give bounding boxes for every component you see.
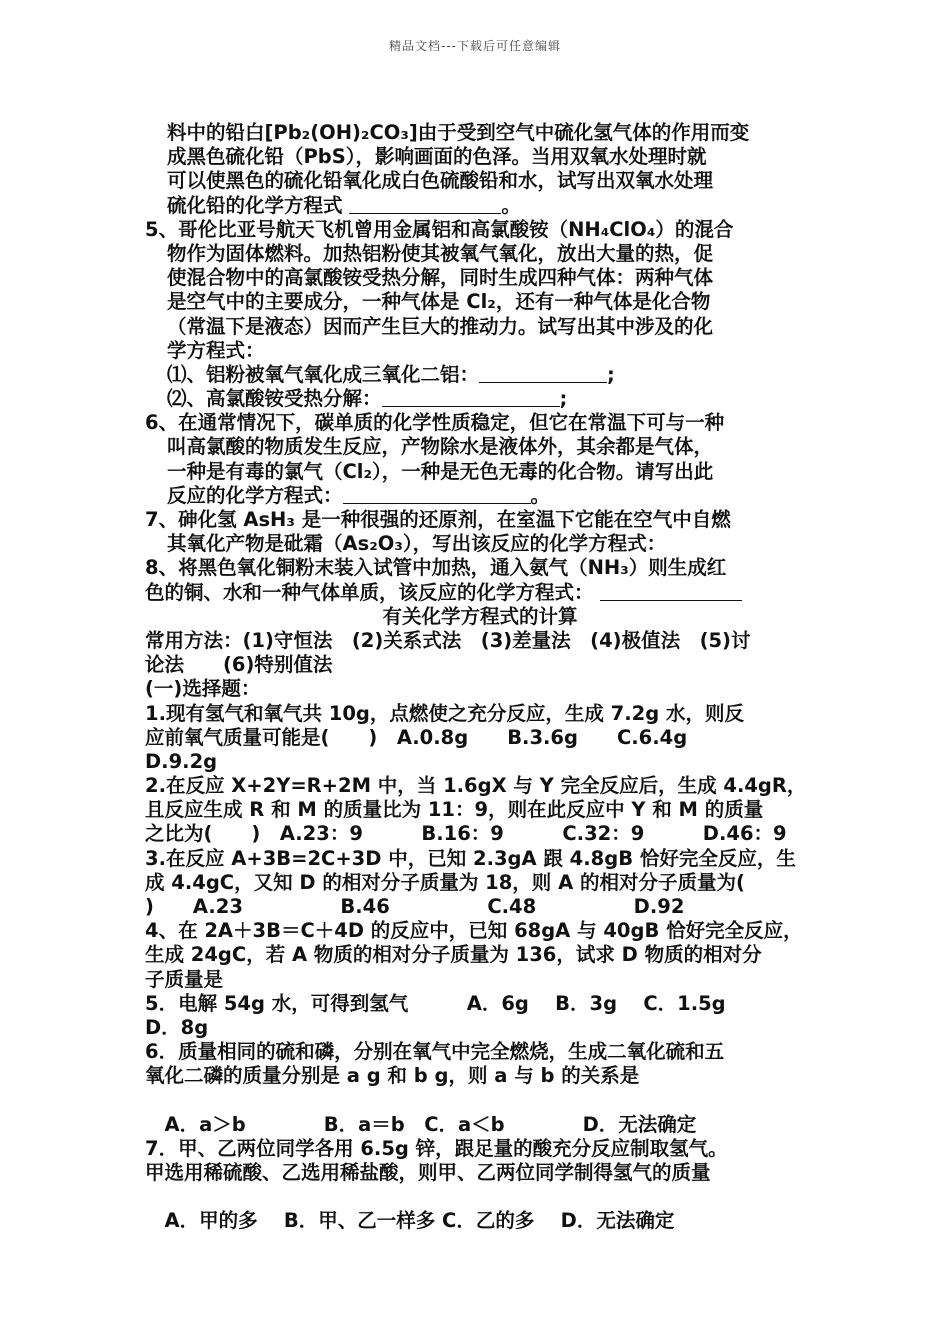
text-line: 是空气中的主要成分，一种气体是 Cl₂，还有一种气体是化合物 <box>167 290 711 314</box>
text-span: ; <box>607 362 615 386</box>
question-7: 7、砷化氢 AsH₃ 是一种很强的还原剂，在室温下它能在空气中自燃 <box>145 508 731 531</box>
mc-line: 应前氧气质量可能是( ) A.0.8g B.3.6g C.6.4g <box>145 725 688 749</box>
answer-blank[interactable] <box>343 485 531 504</box>
text-line: 物作为固体燃料。加热铝粉使其被氧气氧化，放出大量的热，促 <box>167 241 714 265</box>
text-line: 学方程式： <box>167 338 265 362</box>
document-body <box>145 121 815 1233</box>
mc-line: ) A.23 B.46 C.48 D.92 <box>145 895 685 918</box>
subsection-title: (一)选择题： <box>145 677 261 701</box>
answer-blank[interactable] <box>479 364 607 383</box>
mc-line: A．a＞b B．a＝b C．a＜b D．无法确定 <box>145 1112 697 1136</box>
text-span: ; <box>559 387 568 411</box>
mc-line: 之比为( ) A.23：9 B.16：9 C.32：9 D.46：9 <box>145 822 787 846</box>
answer-blank[interactable] <box>349 195 501 214</box>
text-line: 其氧化产物是砒霜（As₂O₃），写出该反应的化学方程式： <box>167 532 667 556</box>
methods-line: 论法 (6)特别值法 <box>145 653 333 677</box>
mc-line: 甲选用稀硫酸、乙选用稀盐酸，则甲、乙两位同学制得氢气的质量 <box>145 1160 711 1184</box>
question-5: 5、哥伦比亚号航天飞机曾用金属铝和高氯酸铵（NH₄ClO₄）的混合 <box>145 217 734 241</box>
text-line <box>145 194 815 218</box>
mc-line: 氧化二磷的质量分别是 a g 和 b g，则 a 与 b 的关系是 <box>145 1064 640 1088</box>
text-span: 反应的化学方程式： <box>167 483 343 507</box>
mc-line: A．甲的多 B．甲、乙一样多 C．乙的多 D．无法确定 <box>145 1209 675 1233</box>
methods-line: 常用方法：(1)守恒法 (2)关系式法 (3)差量法 (4)极值法 (5)讨 <box>145 628 751 652</box>
text-span: 。 <box>530 483 551 507</box>
section-title: 有关化学方程式的计算 <box>382 604 578 628</box>
text-line: 料中的铅白[Pb₂(OH)₂CO₃]由于受到空气中硫化氢气体的作用而变 <box>167 121 750 144</box>
spacer <box>145 1185 815 1209</box>
text-span: ⑴、铝粉被氧气氧化成三氧化二铝： <box>167 362 480 386</box>
text-line <box>145 484 815 508</box>
spacer <box>145 1089 815 1113</box>
text-line: 可以使黑色的硫化铅氧化成白色硫酸铅和水，试写出双氧水处理 <box>167 169 714 193</box>
text-line <box>145 363 815 387</box>
text-line <box>145 387 815 411</box>
question-6: 6、在通常情况下，碳单质的化学性质稳定，但它在常温下可与一种 <box>145 411 725 435</box>
mc-line: 生成 24gC，若 A 物质的相对分子质量为 136，试求 D 物质的相对分 <box>145 943 762 967</box>
text-line: 成黑色硫化铅（PbS），影响画面的色泽。当用双氧水处理时就 <box>167 145 707 169</box>
mc-line: 4、在 2A＋3B＝C＋4D 的反应中，已知 68gA 与 40gB 恰好完全反应， <box>145 919 803 943</box>
text-span: ⑵、高氯酸铵受热分解： <box>167 387 382 411</box>
text-span: 色的铜、水和一种气体单质，该反应的化学方程式： <box>145 580 594 604</box>
text-line: （常温下是液态）因而产生巨大的推动力。试写出其中涉及的化 <box>167 314 714 338</box>
page-header: 精品文档---下载后可任意编辑 <box>389 39 561 53</box>
answer-blank[interactable] <box>600 582 742 601</box>
text-span: 。 <box>501 193 521 217</box>
text-line: 一种是有毒的氯气（Cl₂），一种是无色无毒的化合物。请写出此 <box>167 459 714 483</box>
mc-line: D.9.2g <box>145 749 218 773</box>
mc-line: 2.在反应 X+2Y=R+2M 中，当 1.6gX 与 Y 完全反应后，生成 4.4gR， <box>145 774 807 798</box>
mc-line: 成 4.4gC，又知 D 的相对分子质量为 18，则 A 的相对分子质量为( <box>145 870 745 894</box>
text-line: 使混合物中的高氯酸铵受热分解，同时生成四种气体：两种气体 <box>167 266 714 290</box>
mc-line: 5．电解 54g 水，可得到氢气 A．6g B．3g C．1.5g <box>145 991 726 1015</box>
question-8: 8、将黑色氧化铜粉末装入试管中加热，通入氨气（NH₃）则生成红 <box>145 556 727 580</box>
mc-line: 6．质量相同的硫和磷，分别在氧气中完全燃烧，生成二氧化硫和五 <box>145 1040 725 1064</box>
mc-line: 3.在反应 A+3B=2C+3D 中，已知 2.3gA 跟 4.8gB 恰好完全反应，生 <box>145 846 796 870</box>
mc-line: 7．甲、乙两位同学各用 6.5g 锌，跟足量的酸充分反应制取氢气。 <box>145 1136 728 1160</box>
mc-line: 子质量是 <box>145 967 224 991</box>
mc-line: 且反应生成 R 和 M 的质量比为 11：9，则在此反应中 Y 和 M 的质量 <box>145 798 764 822</box>
text-span: 硫化铅的化学方程式 <box>167 193 343 217</box>
mc-line: 1.现有氢气和氧气共 10g，点燃使之充分反应，生成 7.2g 水，则反 <box>145 701 744 725</box>
text-line <box>145 581 815 605</box>
answer-blank[interactable] <box>382 388 560 407</box>
mc-line: D．8g <box>145 1015 209 1039</box>
text-line: 叫高氯酸的物质发生反应，产物除水是液体外，其余都是气体， <box>167 435 714 459</box>
